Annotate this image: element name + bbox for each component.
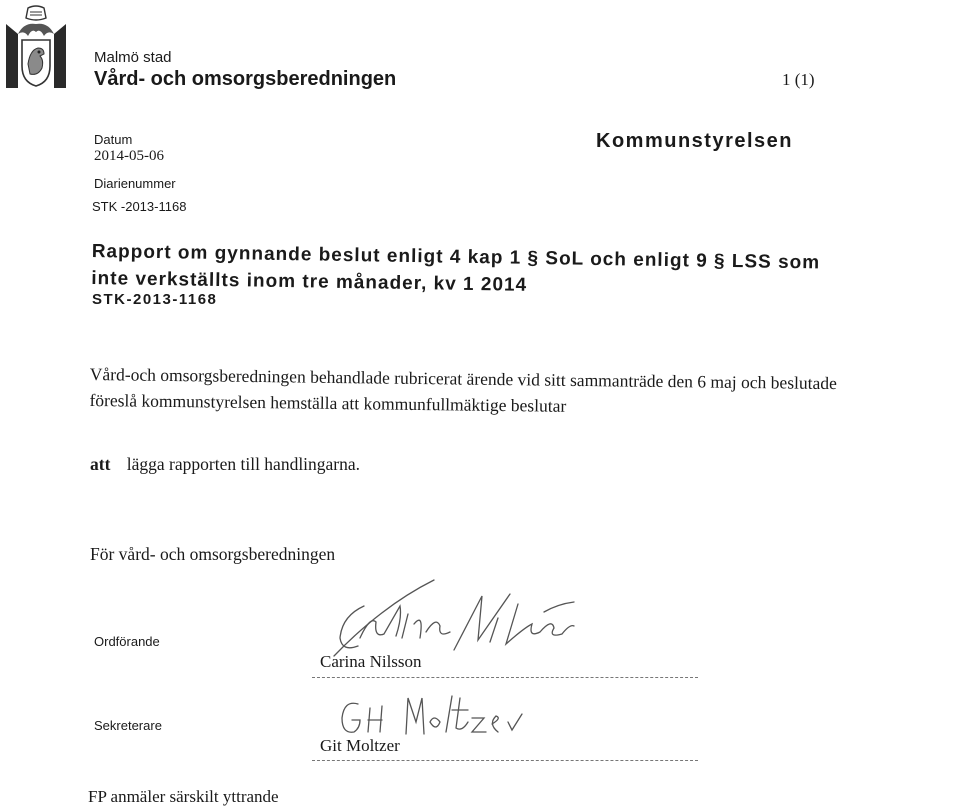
committee-name: Vård- och omsorgsberedningen — [94, 68, 397, 90]
chair-name: Carina Nilsson — [320, 652, 422, 671]
malmo-coat-of-arms-icon — [4, 4, 68, 90]
page-number: 1 (1) — [782, 70, 815, 89]
organization-name: Malmö stad — [94, 49, 172, 66]
decision-text: lägga rapporten till handlingarna. — [126, 454, 361, 474]
signoff: För vård- och omsorgsberedningen — [90, 544, 336, 564]
report-title: Rapport om gynnande beslut enligt 4 kap 1 § SoL och enligt 9 § LSS som inte verkställts inom tre månader, kv 1 2014 — [91, 240, 821, 296]
body-paragraph: Vård-och omsorgsberedningen behandlade rubricerat ärende vid sitt sammanträde den 6 maj och beslutade föreslå kommunstyrelsen hemställa att kommunfullmäktige beslutar — [89, 363, 837, 416]
chair-signature-line — [312, 677, 698, 678]
secretary-signature-line — [312, 760, 698, 761]
diarienummer-label: Diarienummer — [94, 176, 176, 191]
report-number: STK-2013-1168 — [92, 291, 218, 308]
footer-note: FP anmäler särskilt yttrande — [88, 787, 279, 806]
secretary-name: Git Moltzer — [320, 736, 400, 755]
secretary-role: Sekreterare — [94, 718, 162, 733]
date-label: Datum — [94, 132, 133, 147]
chair-role: Ordförande — [94, 634, 160, 649]
decision-keyword: att — [90, 454, 111, 474]
diarienummer-value: STK -2013-1168 — [92, 199, 187, 214]
decision-row — [90, 454, 360, 475]
recipient: Kommunstyrelsen — [596, 130, 793, 152]
date-value: 2014-05-06 — [94, 148, 164, 164]
